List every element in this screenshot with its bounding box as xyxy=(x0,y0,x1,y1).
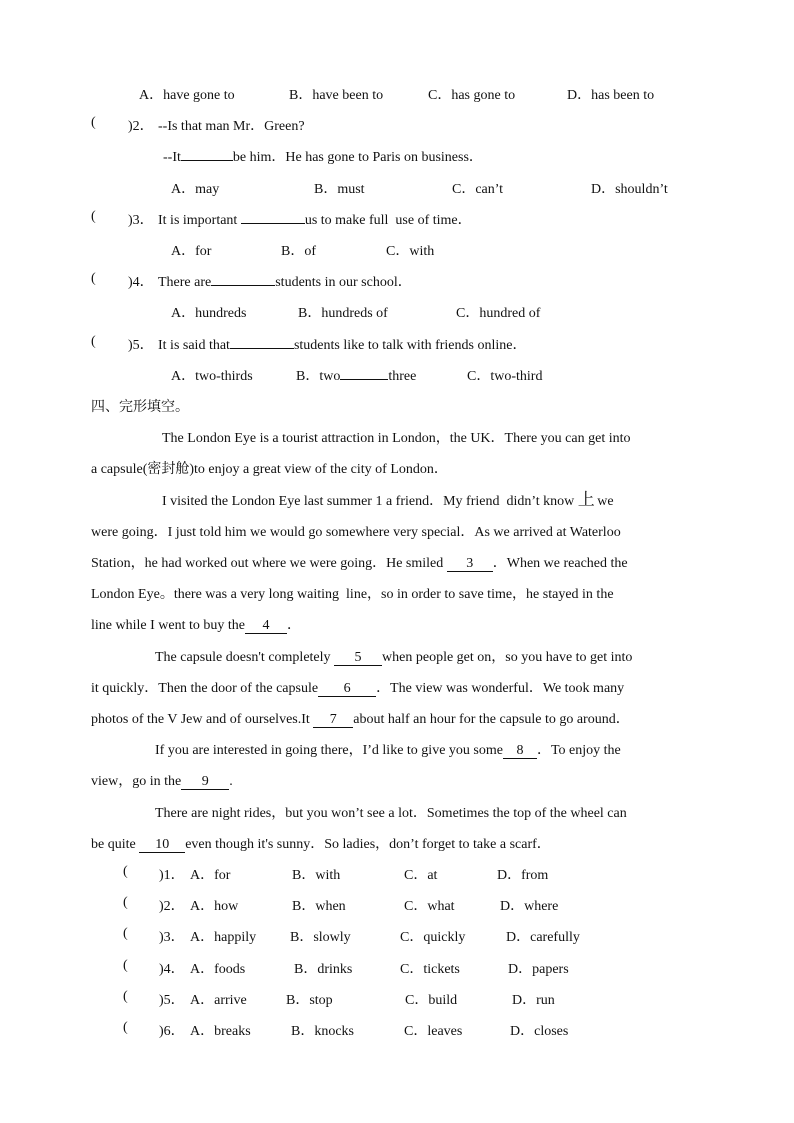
answer-paren[interactable]: ( xyxy=(123,895,128,910)
q1-option-c: C．has gone to xyxy=(428,88,516,103)
passage-p1-line2: a capsule(密封舱)to enjoy a great view of the city of London． xyxy=(91,462,448,477)
option-b: B．stop xyxy=(286,993,333,1008)
q5-option-b: B．two three xyxy=(296,369,417,384)
answer-paren[interactable]: ( xyxy=(123,989,128,1004)
q1-option-d: D．has been to xyxy=(567,88,655,103)
question-number: )2． xyxy=(159,899,185,914)
question-number: )5． xyxy=(159,993,185,1008)
passage-p2-line3: Station，he had worked out where we were going．He smiled 3 ．When we reached the xyxy=(91,556,628,571)
q2-option-a: A．may xyxy=(171,182,220,197)
question-number: )6． xyxy=(159,1024,185,1039)
blank-7[interactable]: 7 xyxy=(313,712,353,728)
q3-option-a: A．for xyxy=(171,244,212,259)
passage-p5-line1: There are night rides，but you won’t see a lot．Sometimes the top of the wheel can xyxy=(155,806,627,821)
answer-paren[interactable]: ( xyxy=(123,1020,128,1035)
q4-text: There are students in our school． xyxy=(158,275,412,290)
option-a: A．arrive xyxy=(190,993,247,1008)
option-b: B．drinks xyxy=(294,962,353,977)
passage-p2-line2: were going．I just told him we would go somewhere very special．As we arrived at Waterloo xyxy=(91,525,621,540)
q3-text: It is important us to make full use of time． xyxy=(158,213,472,228)
q5-number: )5． xyxy=(128,338,154,353)
passage-p2-line1: I visited the London Eye last summer 1 a friend．My friend didn’t know 上 we xyxy=(162,490,614,509)
option-a: A．happily xyxy=(190,930,257,945)
list-item xyxy=(0,989,794,1009)
question-number: )3． xyxy=(159,930,185,945)
option-c: C．quickly xyxy=(400,930,466,945)
option-a: A．how xyxy=(190,899,239,914)
q2-number: )2． xyxy=(128,119,154,134)
q5-option-a: A．two-thirds xyxy=(171,369,253,384)
passage-p2-line5: line while I went to buy the 4 ． xyxy=(91,618,301,633)
list-item xyxy=(0,958,794,978)
passage-p2-line4: London Eye。there was a very long waiting line，so in order to save time，he stayed in the xyxy=(91,587,614,602)
q3-number: )3． xyxy=(128,213,154,228)
passage-p5-line2: be quite 10 even though it's sunny．So ladies，don’t forget to take a scarf． xyxy=(91,837,551,852)
option-c: C．at xyxy=(404,868,438,883)
option-a: A．for xyxy=(190,868,231,883)
q3-paren: ( xyxy=(91,209,96,224)
blank-9[interactable]: 9 xyxy=(181,774,229,790)
q4-number: )4． xyxy=(128,275,154,290)
option-d: D．where xyxy=(500,899,559,914)
q1-option-b: B．have been to xyxy=(289,88,384,103)
blank-6[interactable]: 6 xyxy=(318,681,376,697)
q2-line2: --It be him．He has gone to Paris on business． xyxy=(163,150,483,165)
q4-option-a: A．hundreds xyxy=(171,306,247,321)
option-d: D．run xyxy=(512,993,555,1008)
blank-10[interactable]: 10 xyxy=(139,837,185,853)
option-d: D．from xyxy=(497,868,549,883)
passage-p3-line3: photos of the V Jew and of ourselves.It 7 about half an hour for the capsule to go around． xyxy=(91,712,630,727)
q3-blank[interactable] xyxy=(241,223,305,224)
list-item xyxy=(0,926,794,946)
answer-paren[interactable]: ( xyxy=(123,864,128,879)
section-heading: 四、完形填空。 xyxy=(91,399,189,415)
passage-p4-line2: view，go in the 9 . xyxy=(91,774,233,789)
q5-blank[interactable] xyxy=(230,348,294,349)
q5-option-c: C．two-third xyxy=(467,369,543,384)
passage-p4-line1: If you are interested in going there，I’d like to give you some 8 ．To enjoy the xyxy=(155,743,621,758)
blank-5[interactable]: 5 xyxy=(334,650,382,666)
q2-text: --Is that man Mr．Green? xyxy=(158,119,305,134)
option-c: C．what xyxy=(404,899,455,914)
q4-option-b: B．hundreds of xyxy=(298,306,388,321)
q2-option-c: C．can’t xyxy=(452,182,504,197)
q4-option-c: C．hundred of xyxy=(456,306,541,321)
q3-option-c: C．with xyxy=(386,244,435,259)
question-number: )4． xyxy=(159,962,185,977)
passage-p1-line1: The London Eye is a tourist attraction in London，the UK．There you can get into xyxy=(162,431,631,446)
list-item xyxy=(0,864,794,884)
option-c: C．tickets xyxy=(400,962,460,977)
q2-paren: ( xyxy=(91,115,96,130)
blank-3[interactable]: 3 xyxy=(447,556,493,572)
list-item xyxy=(0,895,794,915)
answer-paren[interactable]: ( xyxy=(123,926,128,941)
q2-option-b: B．must xyxy=(314,182,365,197)
q1-option-a: A．have gone to xyxy=(139,88,235,103)
option-d: D．carefully xyxy=(506,930,580,945)
option-d: D．closes xyxy=(510,1024,569,1039)
q2-option-d: D．shouldn’t xyxy=(591,182,668,197)
q5-text: It is said that students like to talk with friends online． xyxy=(158,338,527,353)
q5-paren: ( xyxy=(91,334,96,349)
passage-p3-line2: it quickly．Then the door of the capsule 6 ．The view was wonderful．We took many xyxy=(91,681,625,696)
q2-blank[interactable] xyxy=(181,160,233,161)
option-b: B．when xyxy=(292,899,346,914)
option-a: A．foods xyxy=(190,962,246,977)
option-a: A．breaks xyxy=(190,1024,251,1039)
option-b: B．with xyxy=(292,868,341,883)
q3-option-b: B．of xyxy=(281,244,316,259)
option-c: C．build xyxy=(405,993,458,1008)
passage-p3-line1: The capsule doesn't completely 5 when people get on，so you have to get into xyxy=(155,650,633,665)
blank-4[interactable]: 4 xyxy=(245,618,287,634)
option-b: B．slowly xyxy=(290,930,351,945)
blank-8[interactable]: 8 xyxy=(503,743,537,759)
option-d: D．papers xyxy=(508,962,569,977)
option-c: C．leaves xyxy=(404,1024,463,1039)
q4-paren: ( xyxy=(91,271,96,286)
answer-paren[interactable]: ( xyxy=(123,958,128,973)
q4-blank[interactable] xyxy=(211,285,275,286)
list-item xyxy=(0,1020,794,1040)
question-number: )1． xyxy=(159,868,185,883)
option-b: B．knocks xyxy=(291,1024,354,1039)
